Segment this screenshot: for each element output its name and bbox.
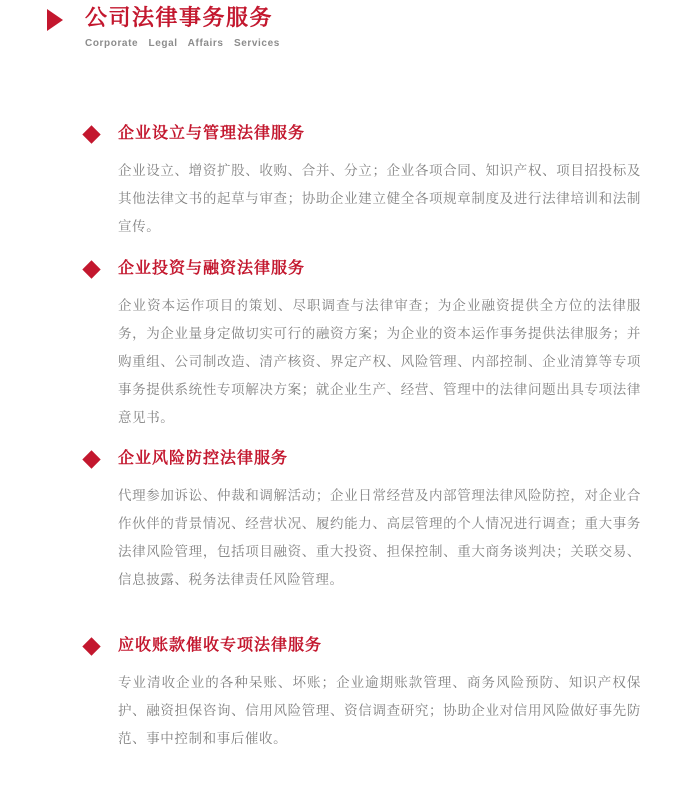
section-body: 企业设立、增资扩股、收购、合并、分立；企业各项合同、知识产权、项目招投标及其他法律文书的起草与审查；协助企业建立健全各项规章制度及进行法律培训和法制宣传。 xyxy=(118,163,641,234)
service-section-investment-financing xyxy=(85,259,641,432)
triangle-right-icon xyxy=(47,9,63,31)
diamond-bullet-icon xyxy=(82,125,100,143)
service-section-company-setup xyxy=(85,124,641,241)
service-section-risk-control xyxy=(85,449,641,594)
section-body: 代理参加诉讼、仲裁和调解活动；企业日常经营及内部管理法律风险防控，对企业合作伙伴的背景情况、经营状况、履约能力、高层管理的个人情况进行调查；重大事务法律风险管理，包括项目融资、重大投资、担保控制、重大商务谈判决；关联交易、信息披露、税务法律责任风险管理。 xyxy=(118,488,641,587)
section-heading-row xyxy=(85,449,641,469)
diamond-bullet-icon xyxy=(82,450,100,468)
section-heading-row xyxy=(85,259,641,279)
section-heading: 企业风险防控法律服务 xyxy=(118,450,289,467)
section-heading: 应收账款催收专项法律服务 xyxy=(118,637,323,654)
section-body: 专业清收企业的各种呆账、坏账；企业逾期账款管理、商务风险预防、知识产权保护、融资担保咨询、信用风险管理、资信调查研究；协助企业对信用风险做好事先防范、事中控制和事后催收。 xyxy=(118,675,641,746)
section-heading-row xyxy=(85,636,641,656)
service-section-receivables-collection xyxy=(85,636,641,753)
page-title: 公司法律事务服务 xyxy=(85,5,274,30)
section-body: 企业资本运作项目的策划、尽职调查与法律审查；为企业融资提供全方位的法律服务，为企业量身定做切实可行的融资方案；为企业的资本运作事务提供法律服务；并购重组、公司制改造、清产核资、界定产权、风险管理、内部控制、企业清算等专项事务提供系统性专项解决方案；就企业生产、经营、管理中的法律问题出具专项法律意见书。 xyxy=(118,298,641,425)
section-heading: 企业投资与融资法律服务 xyxy=(118,260,306,277)
title-block xyxy=(85,5,280,49)
diamond-bullet-icon xyxy=(82,260,100,278)
section-heading-row xyxy=(85,124,641,144)
section-heading: 企业设立与管理法律服务 xyxy=(118,125,306,142)
page-subtitle: Corporate Legal Affairs Services xyxy=(85,38,280,49)
diamond-bullet-icon xyxy=(82,637,100,655)
